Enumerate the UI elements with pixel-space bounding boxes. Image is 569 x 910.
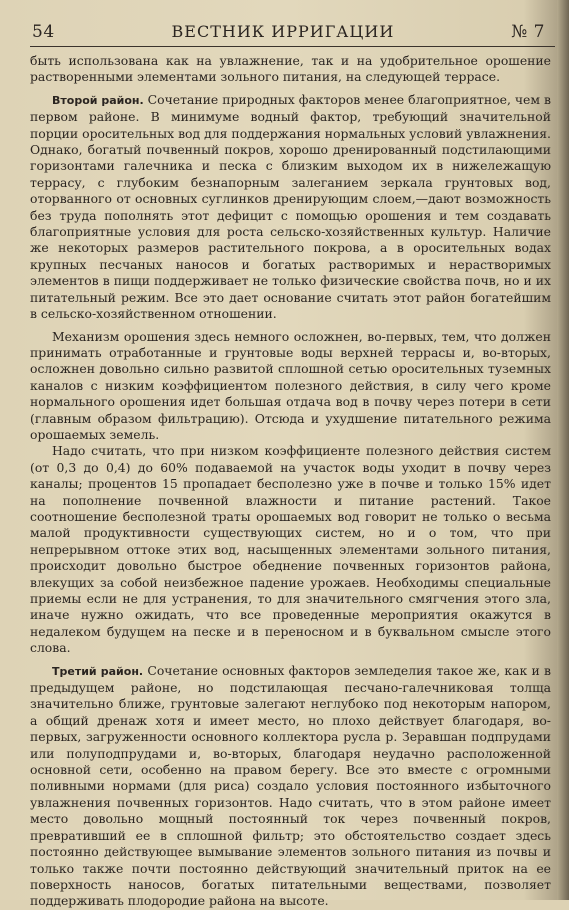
paragraph bbox=[30, 53, 551, 86]
paragraph bbox=[30, 92, 551, 323]
article-body bbox=[30, 53, 555, 910]
journal-title: ВЕСТНИК ИРРИГАЦИИ bbox=[171, 22, 395, 41]
paragraph-text: Надо считать, что при низком коэффициенте полезного действия систем (от 0,3 до 0,4) до 60% подаваемой на участок воды уходит в почву через каналы; процентов 15 пропадает бесполезно уже в почве и только 15% идет на пополнение почвенной влажности и питание растений. Такое соотношение бесполезной траты орошаемых вод говорит не только о весьма малой продуктивности существующих систем, но и о том, что при непрерывном оттоке этих вод, насыщенных элементами зольного питания, происходит довольно быстрое обеднение почвенных горизонтов района, влекущих за собой неизбежное падение урожаев. Необходимы специальные приемы если не для устранения, то для значительного смягчения этого зла, иначе нужно ожидать, что все проведенные мероприятия окажутся в недалеком будущем на песке и в переносном и в буквальном смысле этого слова. bbox=[30, 443, 551, 656]
section-lead: Второй район. bbox=[52, 93, 144, 107]
paragraph-text: Сочетание природных факторов менее благоприятное, чем в первом районе. В минимуме водный фактор, требующий значительной порции оросительных вод для поддержания нормальных условий увлажнения. Однако, богатый почвенный покров, хорошо дренированный подстилающими горизонтами галечника и песка с близким выходом их в нижележащую террасу, с глубоким безнапорным залеганием зеркала грунтовых вод, оторванного от основных суглинков дренирующим слоем,—дают возможность без труда пополнять этот дефицит с помощью орошения и тем создавать благоприятные условия для роста сельско-хозяйственных культур. Наличие же некоторых размеров растительного покрова, а в оросительных водах крупных песчаных наносов и богатых растворимых и нерастворимых элементов в пищи поддерживает не только физические свойства почв, но и их питательный режим. Все это дает основание считать этот район богатейшим в сельско-хозяйственном отношении. bbox=[30, 91, 551, 322]
page-number: 54 bbox=[32, 22, 55, 42]
book-spine-shadow bbox=[557, 0, 569, 900]
page-header bbox=[30, 22, 555, 42]
paragraph bbox=[30, 443, 551, 656]
paragraph bbox=[30, 663, 551, 910]
paragraph-text: Механизм орошения здесь немного осложнен, во-первых, тем, что должен принимать отработанные и грунтовые воды верхней террасы и, во-вторых, осложнен довольно сильно развитой сплошной сетью оросительных туземных каналов с низким коэффициентом полезного действия, в силу чего кроме нормального орошения идет большая отдача вод в почву через потери в сети (главным образом фильтрацию). Отсюда и ухудшение питательного режима орошаемых земель. bbox=[30, 328, 551, 442]
issue-number: № 7 bbox=[511, 22, 545, 42]
paragraph-text: быть использована как на увлажнение, так и на удобрительное орошение растворенными элементами зольного питания, на следующей террасе. bbox=[30, 53, 551, 85]
header-rule bbox=[30, 46, 555, 47]
paragraph-text: Сочетание основных факторов земледелия такое же, как и в предыдущем районе, но подстилающая песчано-галечниковая толща значительно ближе, грунтовые залегают неглубоко под некоторым напором, а общий дренаж хотя и имеет место, но плохо действует благодаря, во-первых, загруженности основного коллектора русла р. Зеравшан подпрудами или полуподпрудами и, во-вторых, благодаря неудачно расположенной основной сети, особенно на правом берегу. Все это вместе с огромными поливными нормами (для риса) создало условия постоянного избыточного увлажнения почвенных горизонтов. Надо считать, что в этом районе имеет место довольно мощный постоянный ток через почвенный покров, превративший ее в сплошной фильтр; это обстоятельство создает здесь постоянно действующее вымывание элементов зольного питания из почвы и только также почти постоянно действующий значительный приток на ее поверхность наносов, богатых питательными веществами, позволяет поддерживать плодородие района на высоте. bbox=[30, 662, 551, 909]
paragraph bbox=[30, 329, 551, 444]
section-lead: Третий район. bbox=[52, 664, 144, 678]
